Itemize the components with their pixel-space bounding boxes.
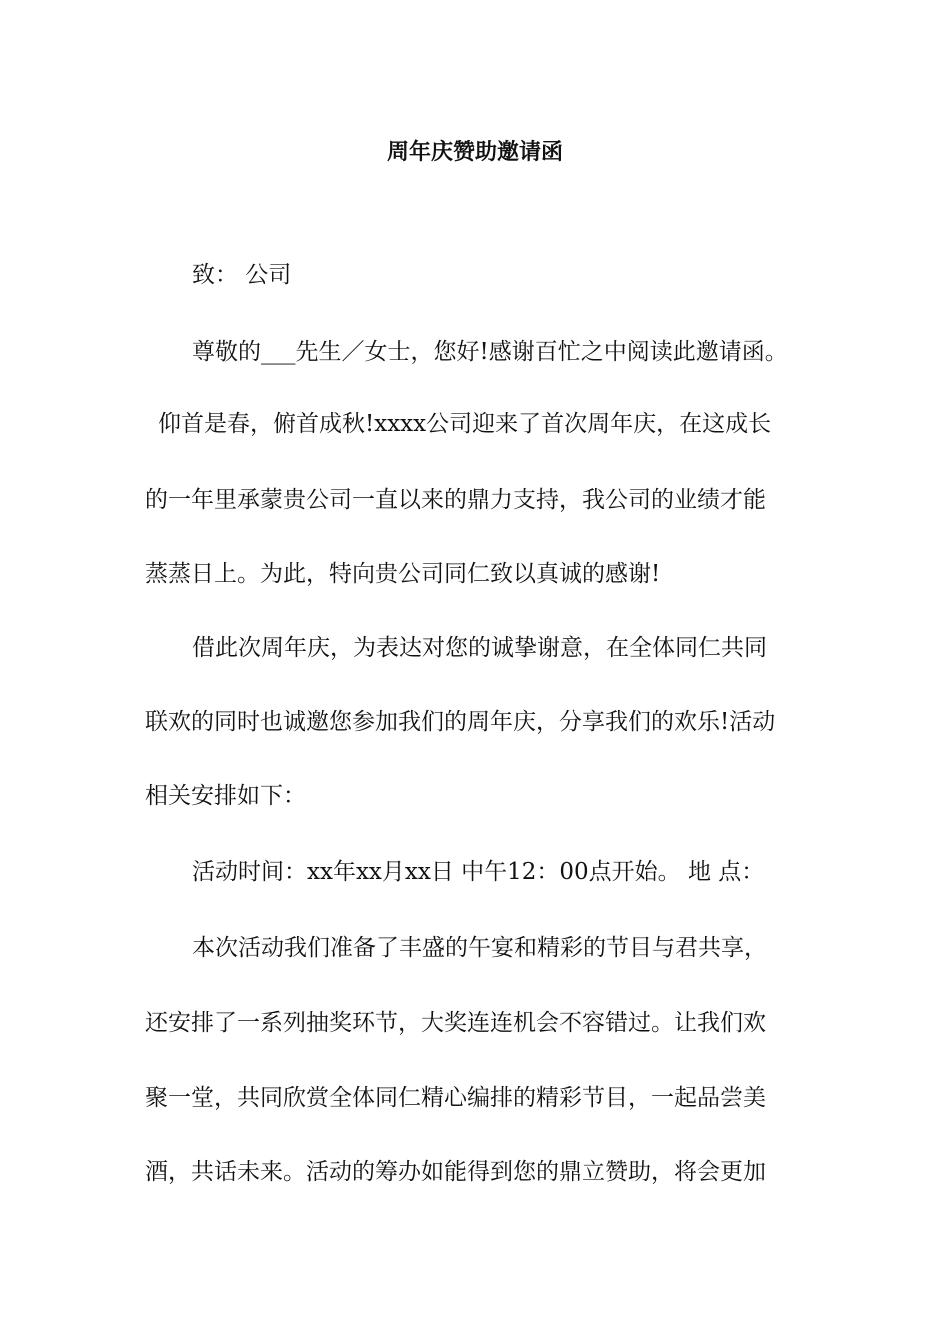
body-line: 借此次周年庆，为表达对您的诚挚谢意，在全体同仁共同 (192, 635, 767, 661)
body-line: 本次活动我们准备了丰盛的午宴和精彩的节目与君共享， (192, 935, 767, 961)
body-line: 还安排了一系列抽奖环节，大奖连连机会不容错过。让我们欢 (145, 1010, 766, 1036)
body-line: 联欢的同时也诚邀您参加我们的周年庆，分享我们的欢乐!活动 (145, 709, 776, 735)
body-line: 酒，共话未来。活动的筹办如能得到您的鼎立赞助，将会更加 (145, 1159, 766, 1185)
event-time-line: 活动时间：xx年xx月xx日 中午12：00点开始。 地 点： (192, 859, 765, 885)
body-line: 聚一堂，共同欣赏全体同仁精心编排的精彩节目，一起品尝美 (145, 1085, 766, 1111)
body-line: 的一年里承蒙贵公司一直以来的鼎力支持，我公司的业绩才能 (145, 487, 766, 513)
greeting-line: 尊敬的___先生／女士，您好!感谢百忙之中阅读此邀请函。 (192, 339, 788, 365)
body-line: 仰首是春，俯首成秋!xxxx公司迎来了首次周年庆，在这成长 (158, 411, 772, 437)
body-line: 蒸蒸日上。为此，特向贵公司同仁致以真诚的感谢! (145, 561, 661, 587)
salutation-line: 致： 公司 (192, 262, 292, 288)
body-line: 相关安排如下： (145, 783, 306, 809)
document-title: 周年庆赞助邀请函 (386, 140, 563, 165)
